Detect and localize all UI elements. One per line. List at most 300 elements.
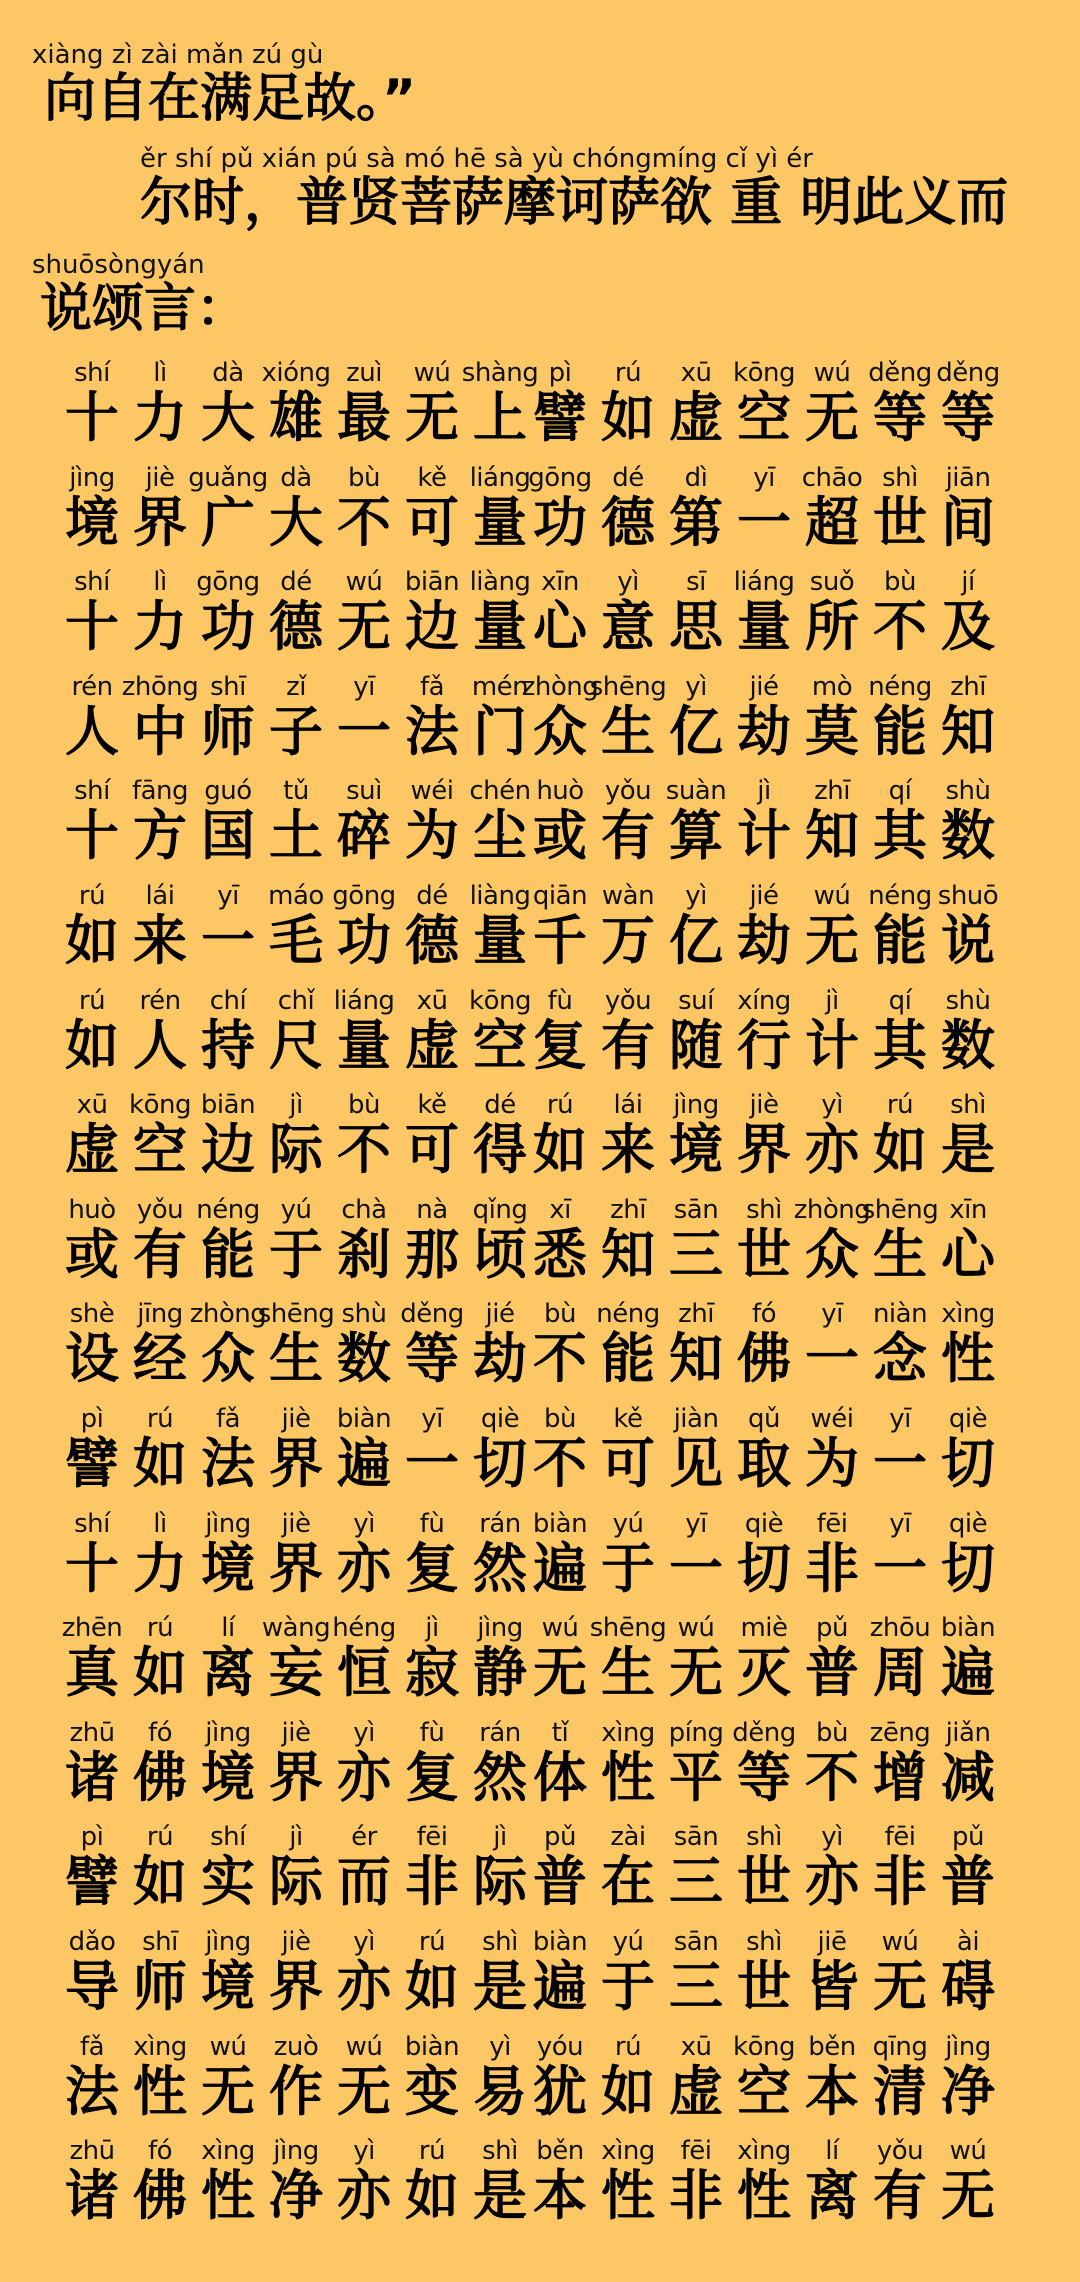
hanzi: 不 — [533, 1327, 587, 1391]
hanzi: 普 — [805, 1641, 859, 1705]
verse-line-first-half — [58, 2032, 534, 2122]
character-cell — [398, 1927, 466, 2017]
hanzi: 有 — [873, 2164, 927, 2228]
character-cell — [793, 1194, 871, 1286]
pinyin: huò — [536, 776, 584, 807]
character-cell — [861, 1194, 939, 1286]
pinyin: yī — [753, 462, 775, 493]
hanzi: 广 — [201, 490, 255, 554]
hanzi: 境 — [201, 1745, 255, 1809]
hanzi: 思 — [669, 595, 723, 659]
pinyin: jì — [757, 776, 771, 807]
hanzi: 空 — [737, 2059, 791, 2123]
character-cell — [398, 358, 466, 448]
character-cell — [330, 1613, 398, 1703]
hanzi: 心 — [533, 595, 587, 659]
hanzi: 一 — [337, 699, 391, 763]
hanzi: 碎 — [337, 804, 391, 868]
hanzi: 德 — [601, 490, 655, 554]
hanzi: 知 — [669, 1327, 723, 1391]
character-cell — [398, 1090, 466, 1180]
character-cell — [662, 1090, 730, 1180]
pinyin: shù — [945, 776, 991, 807]
character-cell — [398, 463, 466, 553]
pinyin: shí — [74, 776, 110, 807]
pinyin: děng — [868, 358, 932, 388]
character-cell — [662, 1822, 730, 1912]
character-cell — [866, 776, 934, 866]
verse-line-second-half — [526, 358, 1002, 448]
pinyin: jìng — [673, 1090, 719, 1121]
pinyin: zhòng — [793, 1194, 871, 1225]
character-cell — [466, 1613, 534, 1703]
pinyin: jiè — [749, 1090, 779, 1121]
hanzi: 非 — [873, 1850, 927, 1914]
character-cell — [934, 463, 1002, 553]
character-cell — [662, 2032, 730, 2122]
hanzi: 亦 — [337, 2164, 391, 2228]
character-cell — [262, 776, 330, 866]
character-cell — [58, 1927, 126, 2017]
pinyin: rén — [71, 671, 113, 702]
pinyin: kě — [417, 1090, 447, 1121]
pinyin: qiān — [532, 880, 588, 911]
intro-pinyin: ěr shí pǔ xián pú sà mó hē sà yù chóngmíng cǐ yì ér — [140, 144, 813, 174]
pinyin: kōng — [469, 985, 531, 1016]
pinyin: liáng — [333, 985, 395, 1016]
hanzi: 无 — [941, 2164, 995, 2228]
character-cell — [662, 881, 730, 971]
pinyin: zhū — [69, 1717, 115, 1748]
hanzi: 界 — [133, 490, 187, 554]
verse-line-second-half — [526, 2136, 1002, 2226]
pinyin: fù — [547, 985, 573, 1016]
character-cell — [262, 567, 330, 657]
pinyin: shè — [69, 1299, 115, 1330]
hanzi: 世 — [737, 1222, 791, 1286]
pinyin: jìng — [205, 1508, 251, 1539]
character-cell — [594, 1927, 662, 2017]
hanzi: 三 — [669, 1222, 723, 1286]
pinyin: biàn — [940, 1613, 996, 1644]
hanzi: 不 — [337, 1118, 391, 1182]
hanzi: 界 — [269, 1431, 323, 1495]
pinyin: jì — [289, 1090, 303, 1121]
character-cell — [866, 1090, 934, 1180]
pinyin: lái — [613, 1090, 643, 1121]
pinyin: fēi — [680, 2136, 712, 2167]
pinyin: rán — [479, 1508, 521, 1539]
character-cell — [934, 1718, 1002, 1808]
hanzi: 减 — [941, 1745, 995, 1809]
pinyin: gōng — [528, 462, 592, 493]
hanzi: 遍 — [337, 1431, 391, 1495]
character-cell — [126, 2136, 194, 2226]
hanzi: 取 — [737, 1431, 791, 1495]
verse-line-first-half — [58, 1822, 534, 1912]
hanzi: 界 — [269, 1536, 323, 1600]
pinyin: shī — [142, 1926, 178, 1957]
verse-line-first-half — [58, 358, 539, 449]
hanzi: 体 — [533, 1745, 587, 1809]
hanzi: 界 — [269, 1745, 323, 1809]
character-cell — [662, 358, 730, 448]
pinyin: jì — [825, 985, 839, 1016]
character-cell — [866, 2032, 934, 2122]
character-cell — [662, 1509, 730, 1599]
character-cell — [594, 776, 662, 866]
hanzi: 说 — [941, 908, 995, 972]
pinyin: jiè — [281, 1403, 311, 1434]
pinyin: yì — [353, 1717, 375, 1748]
character-cell — [398, 2136, 466, 2226]
intro-line-2 — [140, 144, 1008, 232]
character-cell — [730, 1299, 798, 1389]
hanzi: 得 — [473, 1118, 527, 1182]
character-cell — [866, 672, 934, 762]
hanzi: 易 — [473, 2059, 527, 2123]
verse-row — [58, 2032, 1018, 2137]
hanzi: 无 — [337, 595, 391, 659]
verse-line-first-half — [58, 776, 534, 866]
character-cell — [662, 1299, 730, 1389]
pinyin: yì — [617, 567, 639, 598]
character-cell — [934, 1195, 1002, 1285]
pinyin: liàng — [469, 880, 531, 911]
hanzi: 不 — [805, 1745, 859, 1809]
character-cell — [798, 567, 866, 657]
pinyin: fǎ — [79, 2031, 105, 2062]
pinyin: lì — [153, 358, 167, 388]
hanzi: 如 — [601, 2059, 655, 2123]
verse-line-first-half — [58, 986, 534, 1076]
hanzi: 如 — [601, 386, 655, 449]
character-cell — [58, 881, 126, 971]
hanzi: 妄 — [269, 1641, 323, 1705]
character-cell — [398, 1822, 466, 1912]
hanzi: 然 — [473, 1536, 527, 1600]
character-cell — [934, 1404, 1002, 1494]
hanzi: 超 — [805, 490, 859, 554]
character-cell — [934, 2136, 1002, 2226]
pinyin: zēng — [869, 1717, 931, 1748]
character-cell — [398, 1613, 466, 1703]
pinyin: yī — [821, 1299, 843, 1330]
hanzi: 数 — [941, 804, 995, 868]
hanzi: 随 — [669, 1013, 723, 1077]
hanzi: 净 — [941, 2059, 995, 2123]
verse-line-second-half — [526, 1404, 1002, 1494]
pinyin: guó — [204, 776, 252, 807]
hanzi: 性 — [737, 2164, 791, 2228]
character-cell — [189, 1299, 267, 1391]
character-cell — [730, 2136, 798, 2226]
character-cell — [866, 567, 934, 657]
pinyin: niàn — [872, 1299, 928, 1330]
verse-row — [58, 463, 1018, 568]
verse-line-second-half — [526, 1090, 1002, 1180]
character-cell — [194, 1509, 262, 1599]
pinyin: gōng — [196, 567, 260, 598]
hanzi: 德 — [269, 595, 323, 659]
hanzi: 劫 — [737, 908, 791, 972]
hanzi: 十 — [65, 595, 119, 659]
pinyin: suì — [346, 776, 382, 807]
pinyin: jié — [749, 671, 779, 702]
hanzi: 一 — [873, 1431, 927, 1495]
hanzi: 边 — [201, 1118, 255, 1182]
hanzi: 非 — [805, 1536, 859, 1600]
pinyin: yì — [353, 1926, 375, 1957]
character-cell — [58, 2136, 126, 2226]
character-cell — [594, 567, 662, 657]
hanzi: 可 — [405, 490, 459, 554]
character-cell — [798, 463, 866, 553]
hanzi: 世 — [873, 490, 927, 554]
pinyin: shēng — [861, 1194, 939, 1225]
hanzi: 变 — [405, 2059, 459, 2123]
character-cell — [466, 1718, 534, 1808]
character-cell — [866, 1718, 934, 1808]
verse-line-first-half — [58, 567, 534, 657]
intro-text: 尔时，普贤菩萨摩诃萨欲 重 明此义而 — [140, 173, 1009, 233]
character-cell — [58, 1509, 126, 1599]
hanzi: 毛 — [269, 908, 323, 972]
hanzi: 及 — [941, 595, 995, 659]
pinyin: xìng — [601, 1717, 655, 1748]
character-cell — [330, 463, 398, 553]
hanzi: 莫 — [805, 699, 859, 763]
hanzi: 境 — [65, 490, 119, 554]
character-cell — [730, 358, 798, 448]
verse-line-second-half — [526, 1718, 1002, 1808]
pinyin: rú — [614, 2031, 642, 2062]
hanzi: 不 — [337, 490, 391, 554]
pinyin: wú — [677, 1613, 715, 1644]
character-cell — [521, 671, 599, 763]
verse-line-second-half — [526, 776, 1002, 866]
hanzi: 中 — [133, 699, 187, 763]
pinyin: xìng — [941, 1299, 995, 1330]
hanzi: 离 — [201, 1641, 255, 1705]
character-cell — [798, 1613, 866, 1703]
hanzi: 诸 — [65, 1745, 119, 1809]
pinyin: chǐ — [277, 985, 315, 1016]
intro-text: 说颂言： — [40, 279, 249, 339]
character-cell — [730, 1718, 798, 1808]
hanzi: 德 — [405, 908, 459, 972]
pinyin: qiè — [744, 1508, 784, 1539]
hanzi: 佛 — [133, 1745, 187, 1809]
pinyin: shì — [746, 1822, 782, 1853]
pinyin: shàng — [461, 358, 539, 388]
character-cell — [262, 2136, 330, 2226]
character-cell — [330, 1927, 398, 2017]
hanzi: 如 — [133, 1431, 187, 1495]
hanzi: 或 — [533, 804, 587, 868]
hanzi: 国 — [201, 804, 255, 868]
character-cell — [194, 986, 262, 1076]
pinyin: shí — [74, 358, 110, 388]
character-cell — [594, 2136, 662, 2226]
hanzi: 亿 — [669, 908, 723, 972]
hanzi: 譬 — [65, 1431, 119, 1495]
hanzi: 经 — [133, 1327, 187, 1391]
pinyin: shì — [746, 1194, 782, 1225]
character-cell — [934, 1509, 1002, 1599]
pinyin: xìng — [737, 2136, 791, 2167]
pinyin: shí — [74, 1508, 110, 1539]
character-cell — [58, 1299, 126, 1389]
hanzi: 静 — [473, 1641, 527, 1705]
hanzi: 可 — [601, 1431, 655, 1495]
pinyin: shí — [74, 567, 110, 598]
verse-row — [58, 1195, 1018, 1300]
character-cell — [126, 1822, 194, 1912]
character-cell — [126, 1613, 194, 1703]
character-cell — [398, 567, 466, 657]
pinyin: rú — [78, 880, 106, 911]
character-cell — [594, 1509, 662, 1599]
pinyin: yī — [421, 1403, 443, 1434]
hanzi: 是 — [473, 2164, 527, 2228]
pinyin: ài — [956, 1926, 980, 1957]
pinyin: wú — [209, 2031, 247, 2062]
character-cell — [330, 1090, 398, 1180]
verse-line-second-half — [526, 1822, 1002, 1912]
hanzi: 佛 — [133, 2164, 187, 2228]
character-cell — [398, 2032, 466, 2122]
hanzi: 顷 — [473, 1222, 527, 1286]
hanzi: 界 — [269, 1954, 323, 2018]
character-cell — [330, 1404, 398, 1494]
character-cell — [398, 881, 466, 971]
pinyin: bù — [544, 1403, 576, 1434]
hanzi: 然 — [473, 1745, 527, 1809]
pinyin: zhòng — [521, 671, 599, 702]
pinyin: wú — [813, 358, 851, 388]
pinyin: qí — [888, 776, 912, 807]
pinyin: yì — [353, 1508, 375, 1539]
pinyin: fó — [147, 2136, 173, 2167]
pinyin: nà — [416, 1194, 448, 1225]
pinyin: jiē — [817, 1926, 847, 1957]
hanzi: 真 — [65, 1641, 119, 1705]
character-cell — [594, 1718, 662, 1808]
hanzi: 空 — [473, 1013, 527, 1077]
hanzi: 三 — [669, 1850, 723, 1914]
verse-line-first-half — [58, 1299, 534, 1389]
hanzi: 三 — [669, 1954, 723, 2018]
hanzi: 等 — [737, 1745, 791, 1809]
pinyin: zhōng — [121, 671, 199, 702]
verse-row — [58, 1613, 1018, 1718]
character-cell — [262, 358, 330, 448]
hanzi: 如 — [405, 1954, 459, 2018]
character-cell — [330, 1299, 398, 1389]
hanzi: 一 — [737, 490, 791, 554]
character-cell — [330, 672, 398, 762]
verse-line-first-half — [58, 1509, 534, 1599]
character-cell — [126, 1718, 194, 1808]
pinyin: sān — [673, 1926, 719, 1957]
verse-line-second-half — [521, 671, 1002, 763]
character-cell — [798, 881, 866, 971]
intro-line-3 — [32, 250, 248, 338]
verse-line-first-half — [58, 1613, 534, 1703]
hanzi: 人 — [133, 1013, 187, 1077]
pinyin: rú — [146, 1613, 174, 1644]
hanzi: 可 — [405, 1118, 459, 1182]
pinyin: dǎo — [68, 1926, 116, 1957]
pinyin: zhī — [814, 776, 850, 807]
verse-line-first-half — [58, 881, 534, 971]
hanzi: 本 — [533, 2164, 587, 2228]
pinyin: suí — [678, 985, 714, 1016]
hanzi: 境 — [201, 1954, 255, 2018]
character-cell — [594, 1299, 662, 1389]
hanzi: 实 — [201, 1850, 255, 1914]
pinyin: jiǎn — [945, 1717, 991, 1748]
hanzi: 来 — [133, 908, 187, 972]
pinyin: fǎ — [419, 671, 445, 702]
character-cell — [466, 1195, 534, 1285]
character-cell — [730, 1404, 798, 1494]
pinyin: fó — [147, 1717, 173, 1748]
pinyin: chí — [209, 985, 247, 1016]
character-cell — [934, 567, 1002, 657]
pinyin: xìng — [201, 2136, 255, 2167]
character-cell — [330, 2136, 398, 2226]
pinyin: yī — [217, 880, 239, 911]
character-cell — [262, 1613, 330, 1703]
character-cell — [662, 1927, 730, 2017]
character-cell — [262, 881, 330, 971]
hanzi: 门 — [473, 699, 527, 763]
hanzi: 寂 — [405, 1641, 459, 1705]
pinyin: yǒu — [136, 1194, 184, 1225]
pinyin: kōng — [733, 2031, 795, 2062]
pinyin: kōng — [733, 358, 795, 388]
pinyin: jì — [289, 1822, 303, 1853]
character-cell — [866, 2136, 934, 2226]
pinyin: bù — [348, 462, 380, 493]
pinyin: máo — [268, 880, 324, 911]
character-cell — [466, 881, 534, 971]
hanzi: 或 — [65, 1222, 119, 1286]
character-cell — [126, 2032, 194, 2122]
character-cell — [730, 2032, 798, 2122]
character-cell — [58, 1718, 126, 1808]
character-cell — [526, 1613, 594, 1703]
hanzi: 普 — [941, 1850, 995, 1914]
character-cell — [594, 881, 662, 971]
character-cell — [466, 463, 534, 553]
pinyin: yì — [685, 880, 707, 911]
pinyin: shì — [482, 1926, 518, 1957]
hanzi: 师 — [133, 1954, 187, 2018]
hanzi: 设 — [65, 1327, 119, 1391]
character-cell — [466, 1509, 534, 1599]
character-cell — [934, 1927, 1002, 2017]
verse-row — [58, 1822, 1018, 1927]
hanzi: 亦 — [805, 1118, 859, 1182]
hanzi: 等 — [873, 386, 927, 449]
hanzi: 如 — [65, 908, 119, 972]
hanzi: 量 — [473, 490, 527, 554]
pinyin: shì — [746, 1926, 782, 1957]
pinyin: bù — [544, 1299, 576, 1330]
